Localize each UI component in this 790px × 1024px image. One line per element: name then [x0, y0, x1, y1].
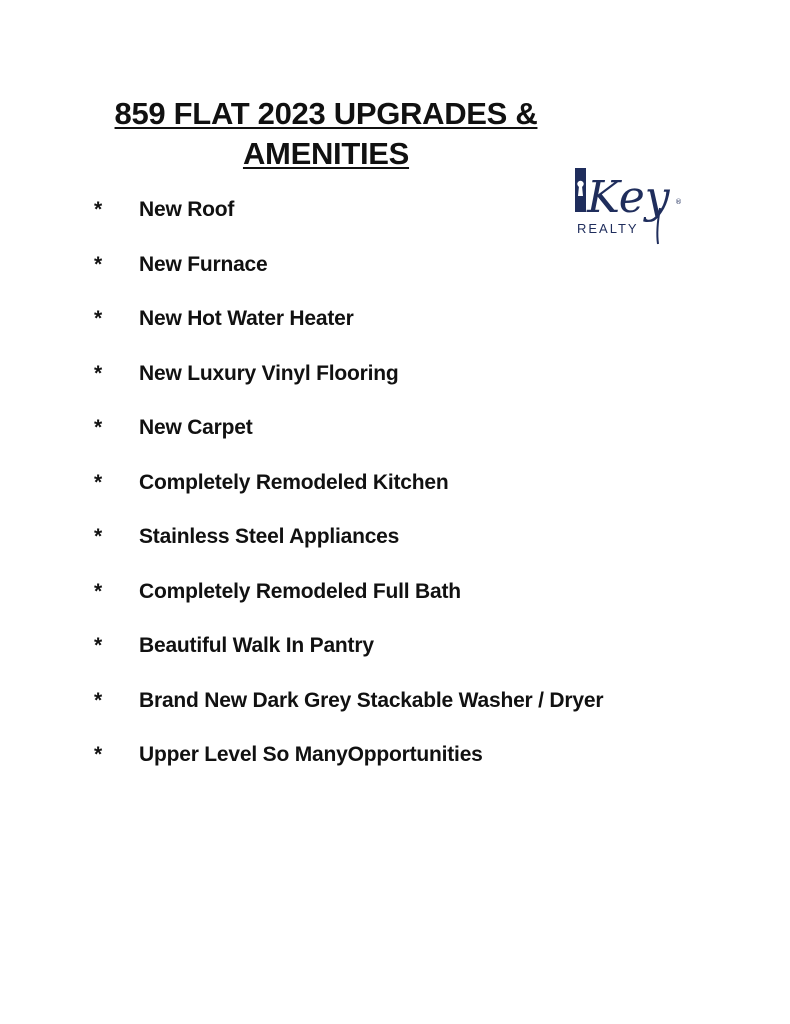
list-item: [0, 521, 700, 576]
list-item-text: New Luxury Vinyl Flooring: [139, 361, 399, 385]
list-item: [0, 303, 700, 358]
bullet-marker: *: [94, 307, 103, 330]
logo-wordmark: Key: [587, 172, 670, 223]
title-line-2: AMENITIES: [242, 136, 410, 171]
bullet-marker: *: [94, 525, 103, 548]
list-item: [0, 576, 700, 631]
logo-subtext: REALTY: [577, 221, 639, 236]
list-item-text: Upper Level So ManyOpportunities: [139, 743, 483, 766]
list-item: [0, 249, 700, 304]
list-item-text: New Hot Water Heater: [139, 307, 354, 330]
bullet-marker: *: [94, 688, 103, 712]
list-item-text: New Roof: [139, 198, 235, 221]
list-item: [0, 630, 700, 685]
list-item-text: New Furnace: [139, 252, 268, 276]
list-item: [0, 685, 700, 740]
list-item-text: Beautiful Walk In Pantry: [139, 634, 374, 657]
list-item: [0, 358, 700, 413]
bullet-marker: *: [94, 198, 103, 221]
list-item-text: Completely Remodeled Kitchen: [139, 470, 449, 494]
list-item-text: Completely Remodeled Full Bath: [139, 579, 461, 603]
list-item: [0, 412, 700, 467]
bullet-marker: *: [94, 743, 103, 766]
list-item: [0, 739, 700, 794]
logo-registered-mark: ®: [675, 198, 682, 206]
bullet-marker: *: [94, 470, 103, 494]
title-line-1: 859 FLAT 2023 UPGRADES &: [114, 96, 538, 131]
list-item-text: New Carpet: [139, 416, 253, 439]
document-title: [60, 94, 592, 174]
bullet-marker: *: [94, 634, 103, 657]
bullet-marker: *: [94, 252, 103, 276]
amenities-list: [0, 194, 700, 794]
list-item: [0, 194, 700, 249]
list-item-text: Brand New Dark Grey Stackable Washer / Dryer: [139, 688, 604, 712]
list-item-text: Stainless Steel Appliances: [139, 525, 400, 548]
bullet-marker: *: [94, 361, 103, 385]
bullet-marker: *: [94, 416, 103, 439]
list-item: [0, 467, 700, 522]
bullet-marker: *: [94, 579, 103, 603]
